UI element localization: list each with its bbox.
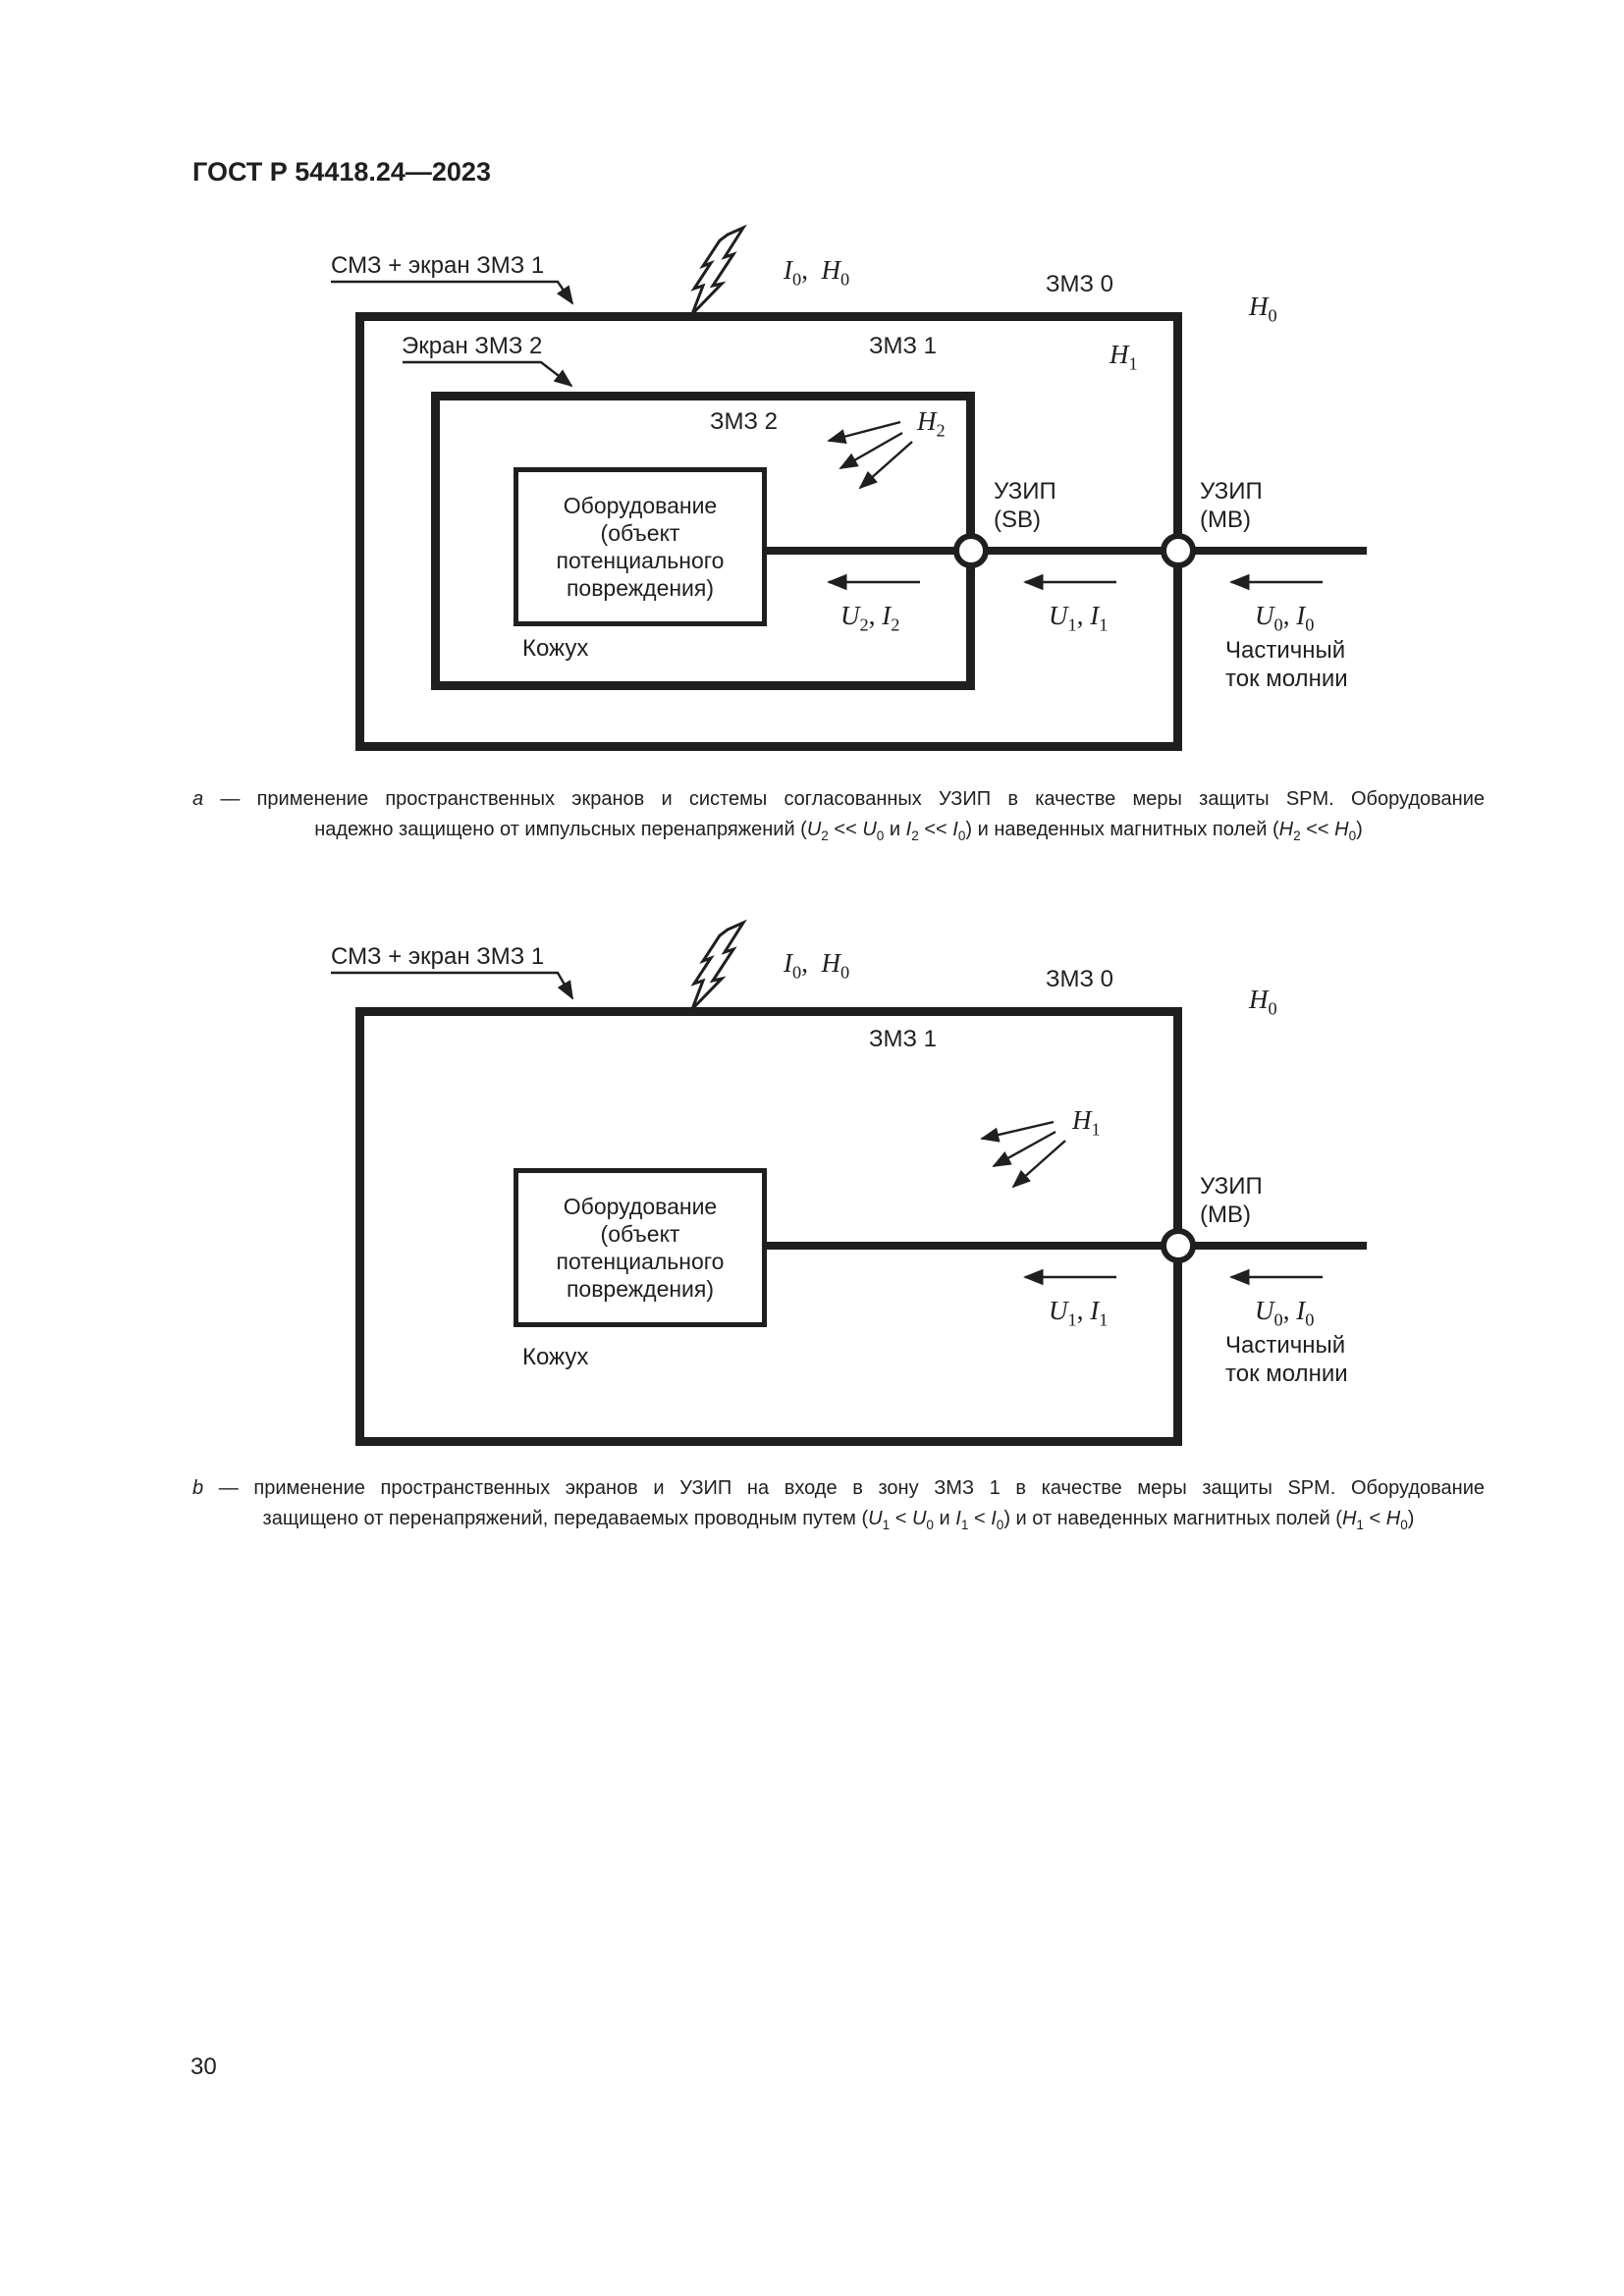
- u1-i1-label-a: $U_1$, $I_1$: [1049, 601, 1109, 635]
- h1-label-b: $H_1$: [1072, 1105, 1101, 1140]
- uzip-sb-label-line1: УЗИП: [994, 478, 1056, 505]
- zmz1-label-a: ЗМЗ 1: [869, 333, 937, 359]
- uzip-mb-label-a: [1200, 477, 1263, 534]
- equipment-box-a: [514, 467, 767, 626]
- u0-i0-label-a: $U_0$, $I_0$: [1255, 601, 1315, 635]
- conductor-line-a: [765, 547, 1367, 555]
- caption-b-line2: защищено от перенапряжений, передаваемых проводным путем ($U_1 < U_0$ и $I_1 < I_0$) и от наведенных магнитных полей $(H_1 < H_0)$: [262, 1508, 1415, 1532]
- uzip-mb-label-line1: УЗИП: [1200, 478, 1263, 505]
- uzip-sb-label: [994, 477, 1056, 534]
- equipment-label-line: Оборудование: [563, 1194, 718, 1219]
- smz-ekran-zmz1-label-b: СМЗ + экран ЗМЗ 1: [331, 943, 545, 970]
- h0-label-a: $H_0$: [1249, 292, 1277, 326]
- lightning-strike-icon-b: [692, 923, 743, 1009]
- zmz2-label: ЗМЗ 2: [710, 408, 778, 435]
- partial-lightning-current-label-b: [1225, 1331, 1348, 1388]
- uzip-mb-node-b: [1161, 1228, 1196, 1263]
- h0-label-b: $H_0$: [1249, 985, 1277, 1019]
- zmz0-label-b: ЗМЗ 0: [1046, 966, 1113, 992]
- caption-a-line1: a — применение пространственных экранов и системы согласованных УЗИП в качестве меры защиты SPM. Оборудование: [192, 788, 1485, 810]
- uzip-sb-node: [953, 533, 989, 568]
- partial-current-line2: ток молнии: [1225, 1361, 1348, 1387]
- equipment-label-line: повреждения): [566, 575, 715, 601]
- smz-leader-arrow-b: [331, 973, 572, 998]
- smz-leader-arrow-a: [331, 282, 572, 303]
- uzip-mb-label-line1: УЗИП: [1200, 1173, 1263, 1200]
- equipment-label-line: Оборудование: [563, 493, 718, 518]
- i0-h0-label-a: $I_0$, $H_0$: [784, 255, 850, 290]
- h1-label-a: $H_1$: [1110, 340, 1138, 374]
- equipment-label-b: [518, 1173, 762, 1322]
- caption-a: [192, 784, 1485, 845]
- caption-a-line2: надежно защищено от импульсных перенапряжений ($U_2 << U_0$ и $I_2 << I_0$) и наведенных магнитных полей $(H_2 << H_0)$: [314, 819, 1363, 843]
- document-number: ГОСТ Р 54418.24—2023: [192, 157, 491, 187]
- equipment-label-line: потенциального: [556, 548, 725, 573]
- uzip-sb-label-line2: (SB): [994, 507, 1041, 533]
- caption-b-line1: b — применение пространственных экранов и УЗИП на входе в зону ЗМЗ 1 в качестве меры защиты SPM. Оборудование: [192, 1477, 1485, 1499]
- partial-current-line2: ток молнии: [1225, 666, 1348, 692]
- partial-current-line1: Частичный: [1225, 637, 1346, 664]
- lightning-strike-icon-a: [692, 228, 743, 314]
- equipment-box-b: [514, 1168, 767, 1327]
- conductor-line-b: [765, 1242, 1367, 1250]
- equipment-label-line: (объект: [600, 1221, 680, 1247]
- kozhuh-label-b: Кожух: [522, 1344, 589, 1370]
- h2-label: $H_2$: [917, 406, 946, 441]
- smz-ekran-zmz1-label-a: СМЗ + экран ЗМЗ 1: [331, 252, 545, 279]
- partial-current-line1: Частичный: [1225, 1332, 1346, 1359]
- u0-i0-label-b: $U_0$, $I_0$: [1255, 1296, 1315, 1330]
- uzip-mb-node-a: [1161, 533, 1196, 568]
- uzip-mb-label-line2: (МВ): [1200, 507, 1251, 533]
- u2-i2-label: $U_2$, $I_2$: [840, 601, 900, 635]
- ekran-zmz2-label: Экран ЗМЗ 2: [402, 333, 543, 359]
- kozhuh-label-a: Кожух: [522, 635, 589, 662]
- equipment-label-line: (объект: [600, 520, 680, 546]
- equipment-label-line: повреждения): [566, 1276, 715, 1302]
- zmz0-label-a: ЗМЗ 0: [1046, 271, 1113, 297]
- caption-b: [192, 1473, 1485, 1534]
- i0-h0-label-b: $I_0$, $H_0$: [784, 948, 850, 983]
- partial-lightning-current-label-a: [1225, 636, 1348, 693]
- uzip-mb-label-b: [1200, 1172, 1263, 1229]
- equipment-label-a: [518, 472, 762, 621]
- equipment-label-line: потенциального: [556, 1249, 725, 1274]
- zmz1-label-b: ЗМЗ 1: [869, 1026, 937, 1052]
- u1-i1-label-b: $U_1$, $I_1$: [1049, 1296, 1109, 1330]
- page-number: 30: [190, 2054, 217, 2080]
- zmz1-shield-box-b: [355, 1007, 1182, 1446]
- uzip-mb-label-line2: (МВ): [1200, 1201, 1251, 1228]
